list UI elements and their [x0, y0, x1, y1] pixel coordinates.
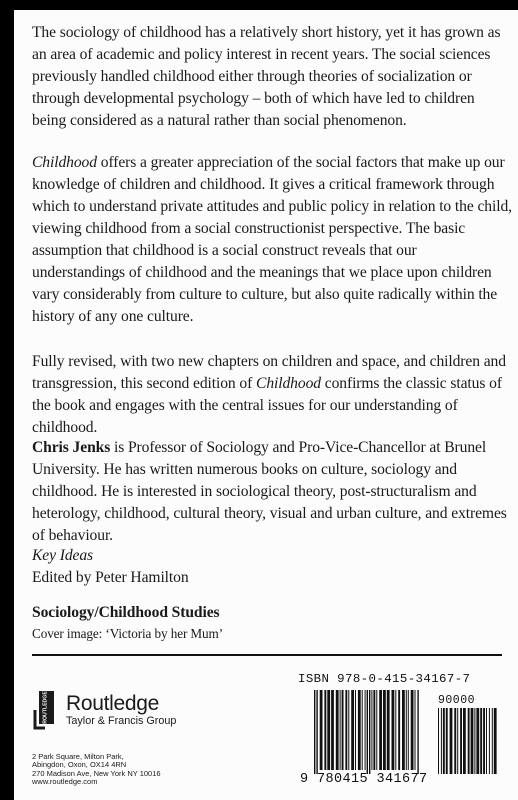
blurb-paragraph-1: [32, 22, 512, 132]
publisher-group: Taylor & Francis Group: [66, 714, 177, 727]
isbn-label: ISBN 978-0-415-34167-7: [298, 672, 471, 686]
blurb-text-1: The sociology of childhood has a relatively short history, yet it has grown as an area of academic and policy interest in recent years. The social sciences previously handled childhood either through theories of socialization or through developmental psychology – both of which have led to children being considered as a natural rather than social phenomenon.: [32, 24, 501, 129]
blurb-paragraph-3: [32, 351, 512, 439]
blurb-text-3a: Fully revised, with two new chapters on children and space, and children and transgression, this second edition of: [32, 353, 506, 392]
cover-credit: Cover image: ‘Victoria by her Mum’: [32, 626, 223, 641]
price-code: 90000: [438, 694, 476, 707]
publisher-address: [32, 753, 161, 787]
address-line: 2 Park Square, Milton Park,: [32, 752, 124, 761]
svg-text:ROUTLEDGE: ROUTLEDGE: [42, 691, 49, 724]
address-line: www.routledge.com: [32, 777, 98, 787]
back-cover: [14, 10, 518, 800]
isbn-barcode: [298, 672, 504, 790]
address-line: Abingdon, Oxon, OX14 4RN: [32, 760, 127, 770]
book-title-italic: Childhood: [32, 154, 97, 171]
blurb-text-2: offers a greater appreciation of the social factors that make up our knowledge of children and childhood. It gives a critical framework through which to understand private attitudes and public policy in relation to the child, viewing childhood from a social constructionist perspective. The basic assumption that childhood is a social construct reveals that our understandings of childhood and the meanings that we place upon children vary considerably from culture to culture, but also quite radically within the history of any one culture.: [32, 154, 512, 325]
series-info: [32, 545, 512, 589]
author-name: Chris Jenks: [32, 439, 111, 456]
publisher-logo: [32, 688, 176, 732]
series-editor: Edited by Peter Hamilton: [32, 569, 189, 586]
publisher-name: Routledge: [66, 691, 160, 715]
address-line: 270 Madison Ave, New York NY 10016: [32, 768, 161, 778]
routledge-logo-icon: [32, 688, 58, 732]
author-bio-text: is Professor of Sociology and Pro-Vice-Chancellor at Brunel University. He has written numerous books on culture, sociology and childhood. He is interested in sociological theory, post-structuralism and heterology, childhood, cultural theory, visual and urban culture, and extremes of behaviour.: [32, 439, 507, 544]
blurb-paragraph-2: [32, 152, 512, 328]
author-bio: [32, 437, 512, 547]
series-name: Key Ideas: [32, 547, 94, 564]
divider-line: [32, 654, 502, 656]
subject-info: [32, 602, 512, 643]
barcode-digits: 9 780415 341677: [300, 772, 428, 787]
subject-category: Sociology/Childhood Studies: [32, 604, 220, 621]
blurb-text-3b: confirms the classic status of the book and engages with the central issues for our understanding of childhood.: [32, 375, 502, 436]
book-title-italic-2: Childhood: [256, 375, 321, 392]
